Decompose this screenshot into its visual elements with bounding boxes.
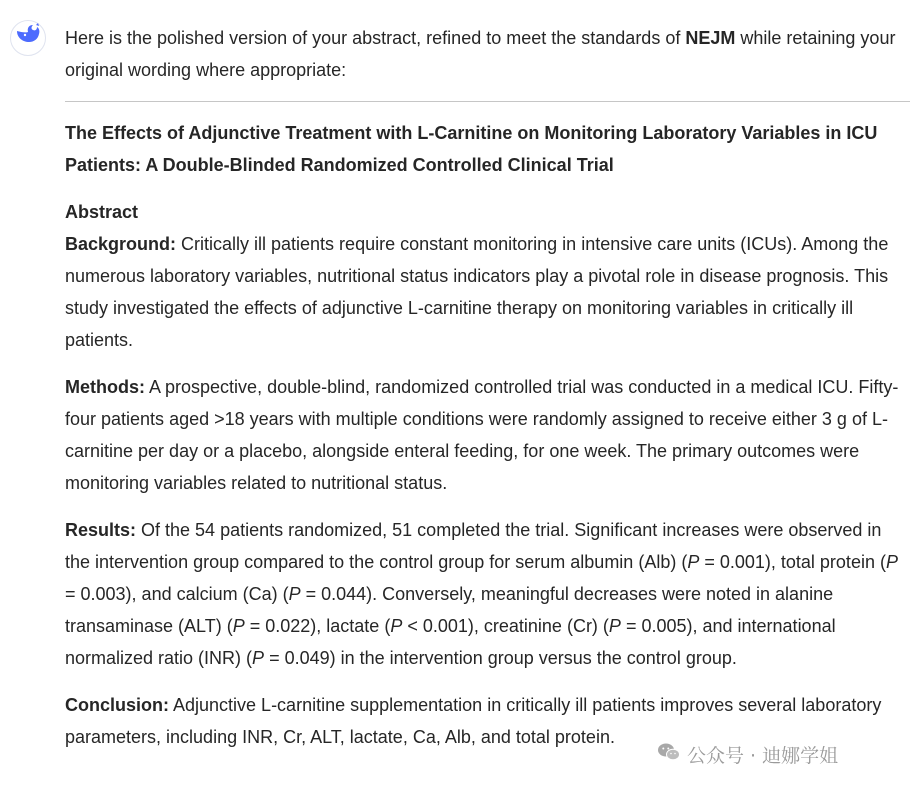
- whale-logo-icon: [15, 22, 41, 54]
- assistant-avatar: [10, 20, 46, 56]
- results-label: Results:: [65, 520, 137, 540]
- background-paragraph: Background: Critically ill patients require constant monitoring in intensive care units (ICUs). Among the numerous laboratory variables, nutritional status indicators play a pivotal role in disease prognosis. This study investigated the effects of adjunctive L-carnitine therapy on monitoring variables in critically ill patients.: [65, 234, 889, 350]
- abstract-heading: Abstract: [65, 202, 139, 222]
- conclusion-paragraph: Conclusion: Adjunctive L-carnitine supplementation in critically ill patients improves several laboratory parameters, including INR, Cr, ALT, lactate, Ca, Alb, and total protein.: [65, 695, 882, 747]
- methods-paragraph: Methods: A prospective, double-blind, randomized controlled trial was conducted in a medical ICU. Fifty-four patients aged >18 years with multiple conditions were randomly assigned to receive either 3 g of L-carnitine per day or a placebo, alongside enteral feeding, for one week. The primary outcomes were monitoring variables related to nutritional status.: [65, 377, 899, 493]
- methods-label: Methods:: [65, 377, 145, 397]
- background-label: Background:: [65, 234, 177, 254]
- message-content: [65, 22, 910, 768]
- results-paragraph: Results: Of the 54 patients randomized, 51 completed the trial. Significant increases were observed in the intervention group compared to the control group for serum albumin (Alb) (P = 0.001), total protein (P = 0.003), and calcium (Ca) (P = 0.044). Conversely, meaningful decreases were noted in alanine transaminase (ALT) (P = 0.022), lactate (P < 0.001), creatinine (Cr) (P = 0.005), and international normalized ratio (INR) (P = 0.049) in the intervention group versus the control group.: [65, 520, 898, 668]
- wechat-icon: [657, 740, 681, 772]
- divider: [65, 101, 910, 102]
- paper-title: The Effects of Adjunctive Treatment with L-Carnitine on Monitoring Laboratory Variables in ICU Patients: A Double-Blinded Randomized Controlled Clinical Trial: [65, 123, 878, 175]
- journal-name: NEJM: [685, 28, 736, 48]
- intro-text: Here is the polished version of your abstract, refined to meet the standards of NEJM while retaining your original wording where appropriate:: [65, 28, 896, 80]
- conclusion-label: Conclusion:: [65, 695, 169, 715]
- watermark: [653, 738, 842, 774]
- watermark-text: 公众号 · 迪娜学姐: [687, 745, 839, 767]
